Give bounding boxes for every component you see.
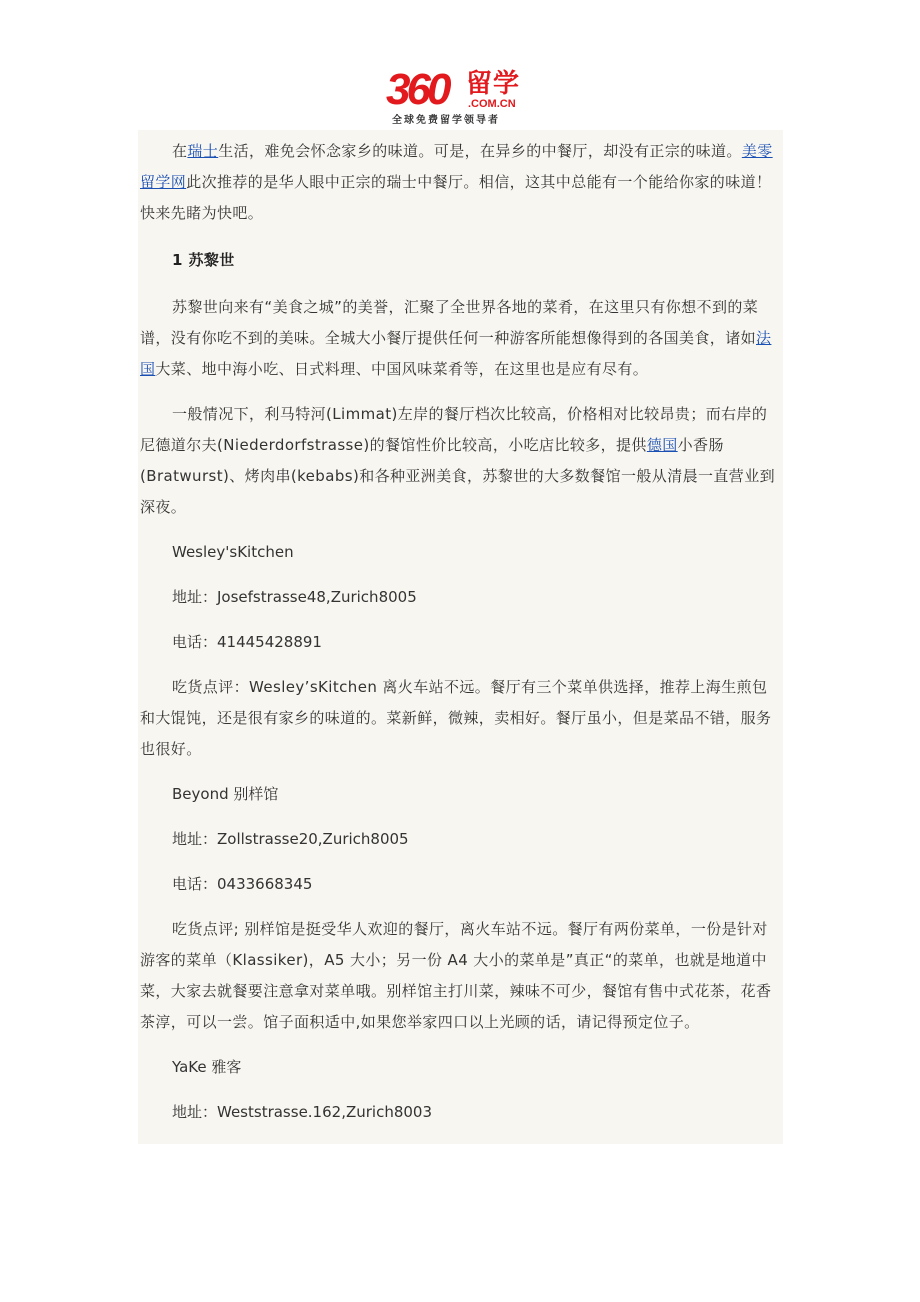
zurich-p1-text-2: 大菜、地中海小吃、日式料理、中国风味菜肴等，在这里也是应有尽有。 [155, 360, 649, 378]
zurich-p1-text-1: 苏黎世向来有“美食之城”的美誉，汇聚了全世界各地的菜肴，在这里只有你想不到的菜谱，没有你吃不到的美味。全城大小餐厅提供任何一种游客所能想像得到的各国美食，诸如 [140, 298, 759, 347]
link-germany[interactable]: 德国 [646, 436, 678, 454]
zurich-paragraph-2 [140, 399, 781, 523]
restaurant-name: Beyond 别样馆 [172, 785, 279, 803]
logo-number: 360 [386, 65, 448, 114]
intro-paragraph [140, 136, 781, 229]
logo-domain: .COM.CN [468, 98, 516, 110]
intro-text-3: 此次推荐的是华人眼中正宗的瑞士中餐厅。相信，这其中总能有一个能给你家的味道！快来先睹为快吧。 [140, 173, 772, 222]
intro-text-1: 在 [172, 142, 188, 160]
link-switzerland[interactable]: 瑞士 [187, 142, 219, 160]
restaurant-name: Wesley'sKitchen [172, 543, 294, 561]
logo-brand-text: 留学 [466, 69, 521, 99]
zurich-paragraph-1 [140, 292, 781, 385]
restaurant-review: 吃货点评：Wesley’sKitchen 离火车站不远。餐厅有三个菜单供选择，推荐上海生煎包和大馄饨，还是很有家乡的味道的。菜新鲜，微辣，卖相好。餐厅虽小，但是菜品不错，服务也很好。 [140, 678, 772, 758]
restaurant-phone: 电话：41445428891 [172, 633, 322, 651]
link-france[interactable]: 法国 [140, 329, 772, 378]
restaurant-phone: 电话：0433668345 [172, 875, 313, 893]
article-body [138, 130, 783, 1144]
link-site-name[interactable]: 美零留学网 [140, 142, 773, 191]
section-heading-zurich: 1 苏黎世 [172, 251, 235, 269]
site-logo[interactable] [384, 65, 534, 130]
restaurant-review: 吃货点评; 别样馆是挺受华人欢迎的餐厅，离火车站不远。餐厅有两份菜单，一份是针对游客的菜单（Klassiker)，A5 大小；另一份 A4 大小的菜单是”真正“的菜单，也就是地道中菜，大家去就餐要注意拿对菜单哦。别样馆主打川菜，辣味不可少，餐馆有售中式花茶，花香茶淳，可以一尝。馆子面积适中,如果您举家四口以上光顾的话，请记得预定位子。 [140, 920, 772, 1031]
restaurant-address: 地址：Josefstrasse48,Zurich8005 [172, 588, 417, 606]
restaurant-address: 地址：Zollstrasse20,Zurich8005 [172, 830, 409, 848]
zurich-p2-text-2: 小香肠(Bratwurst)、烤肉串(kebabs)和各种亚洲美食，苏黎世的大多数餐馆一般从清晨一直营业到深夜。 [140, 436, 776, 516]
intro-text-2: 生活，难免会怀念家乡的味道。可是，在异乡的中餐厅，却没有正宗的味道。 [218, 142, 742, 160]
zurich-p2-text-1: 一般情况下，利马特河(Limmat)左岸的餐厅档次比较高，价格相对比较昂贵；而右岸的尼德道尔夫(Niederdorfstrasse)的餐馆性价比较高，小吃店比较多，提供 [140, 405, 768, 454]
restaurant-name: YaKe 雅客 [172, 1058, 242, 1076]
logo-tagline: 全球免费留学领导者 [392, 115, 500, 126]
restaurant-address: 地址：Weststrasse.162,Zurich8003 [172, 1103, 433, 1121]
